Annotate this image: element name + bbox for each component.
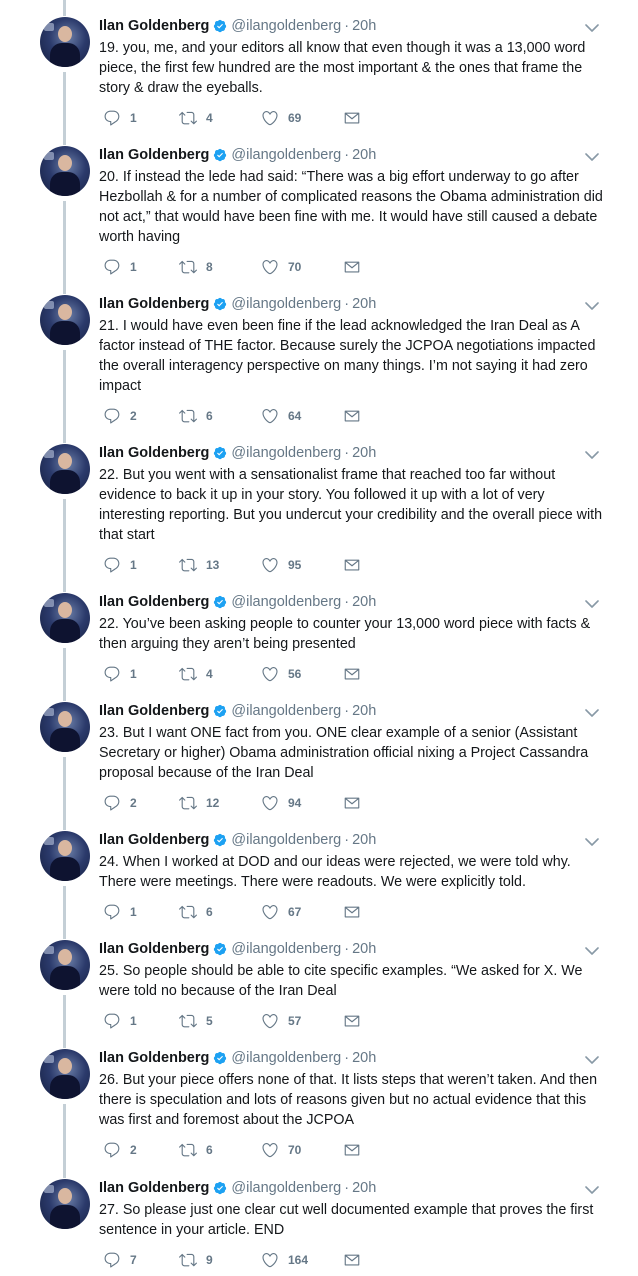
tweet-header <box>99 939 376 959</box>
reply-button[interactable] <box>103 793 137 813</box>
reply-count: 2 <box>130 1143 137 1157</box>
retweet-count: 6 <box>206 905 213 919</box>
like-count: 70 <box>288 260 302 274</box>
envelope-icon <box>343 556 361 574</box>
reply-count: 2 <box>130 409 137 423</box>
retweet-button[interactable] <box>179 793 219 813</box>
author-name[interactable]: Ilan Goldenberg <box>99 941 210 957</box>
separator-dot: · <box>344 147 350 163</box>
tweet-header <box>99 1048 376 1068</box>
separator-dot: · <box>344 832 350 848</box>
direct-message-button[interactable] <box>343 793 361 813</box>
reply-icon <box>103 665 121 683</box>
tweet-header <box>99 294 376 314</box>
retweet-button[interactable] <box>179 257 213 277</box>
envelope-icon <box>343 903 361 921</box>
author-name[interactable]: Ilan Goldenberg <box>99 703 210 719</box>
tweet-text: 22. But you went with a sensationalist frame that reached too far without evidence to back it up in your story. You followed it up with a lot of very interesting reporting. But you undercut your credibility and the overall piece with that start <box>99 467 603 543</box>
author-name[interactable]: Ilan Goldenberg <box>99 18 210 34</box>
verified-badge-icon <box>213 833 227 847</box>
direct-message-button[interactable] <box>343 1140 361 1160</box>
avatar[interactable] <box>40 17 90 67</box>
envelope-icon <box>343 1251 361 1269</box>
verified-badge-icon <box>213 297 227 311</box>
author-name[interactable]: Ilan Goldenberg <box>99 594 210 610</box>
retweet-count: 6 <box>206 409 213 423</box>
reply-icon <box>103 407 121 425</box>
author-handle[interactable]: @ilangoldenberg <box>231 594 342 610</box>
separator-dot: · <box>344 703 350 719</box>
reply-button[interactable] <box>103 1140 137 1160</box>
retweet-button[interactable] <box>179 902 213 922</box>
chevron-down-icon[interactable] <box>585 450 599 460</box>
reply-count: 2 <box>130 796 137 810</box>
retweet-icon <box>179 1141 197 1159</box>
like-button[interactable] <box>261 257 301 277</box>
tweet-header <box>99 592 376 612</box>
envelope-icon <box>343 407 361 425</box>
reply-button[interactable] <box>103 664 137 684</box>
reply-icon <box>103 903 121 921</box>
like-button[interactable] <box>261 902 301 922</box>
like-button[interactable] <box>261 406 301 426</box>
tweet-text: 20. If instead the lede had said: “There was a big effort underway to go after Hezbollah & for a number of complicated reasons the Obama administration did not act,” that would have been fine with me. It would have still caused a debate worth having <box>99 169 603 245</box>
separator-dot: · <box>344 594 350 610</box>
author-handle[interactable]: @ilangoldenberg <box>231 703 342 719</box>
direct-message-button[interactable] <box>343 1250 361 1270</box>
retweet-button[interactable] <box>179 1140 213 1160</box>
chevron-down-icon[interactable] <box>585 946 599 956</box>
like-button[interactable] <box>261 1250 308 1270</box>
retweet-button[interactable] <box>179 1011 213 1031</box>
retweet-button[interactable] <box>179 664 213 684</box>
author-name[interactable]: Ilan Goldenberg <box>99 296 210 312</box>
tweet-timestamp[interactable]: 20h <box>352 594 377 610</box>
author-name[interactable]: Ilan Goldenberg <box>99 445 210 461</box>
tweet-text: 21. I would have even been fine if the lead acknowledged the Iran Deal as A factor instead of THE factor. Because surely the JCPOA negotiations impacted the overall interagency perspective on many things. I’m not saying it had zero impact <box>99 318 596 394</box>
heart-icon <box>261 1251 279 1269</box>
envelope-icon <box>343 1012 361 1030</box>
separator-dot: · <box>344 18 350 34</box>
thread-connector-line <box>63 995 66 1048</box>
like-button[interactable] <box>261 1140 301 1160</box>
retweet-icon <box>179 407 197 425</box>
thread-connector-line <box>63 72 66 145</box>
retweet-button[interactable] <box>179 406 213 426</box>
like-button[interactable] <box>261 108 301 128</box>
author-handle[interactable]: @ilangoldenberg <box>231 832 342 848</box>
chevron-down-icon[interactable] <box>585 599 599 609</box>
heart-icon <box>261 1012 279 1030</box>
tweet-text: 22. You’ve been asking people to counter your 13,000 word piece with facts & then arguing they aren’t being presented <box>99 616 591 652</box>
avatar[interactable] <box>40 593 90 643</box>
author-handle[interactable]: @ilangoldenberg <box>231 941 342 957</box>
retweet-icon <box>179 1012 197 1030</box>
chevron-down-icon[interactable] <box>585 152 599 162</box>
thread-connector-line <box>63 886 66 939</box>
direct-message-button[interactable] <box>343 664 361 684</box>
like-count: 70 <box>288 1143 302 1157</box>
tweet-timestamp[interactable]: 20h <box>352 147 377 163</box>
thread-connector-line <box>63 1104 66 1178</box>
chevron-down-icon[interactable] <box>585 1185 599 1195</box>
avatar[interactable] <box>40 444 90 494</box>
tweet-text: 19. you, me, and your editors all know that even though it was a 13,000 word piece, the first few hundred are the most important & the ones that frame the story & draw the eyeballs. <box>99 40 586 96</box>
verified-badge-icon <box>213 595 227 609</box>
avatar[interactable] <box>40 702 90 752</box>
reply-button[interactable] <box>103 108 137 128</box>
author-name[interactable]: Ilan Goldenberg <box>99 147 210 163</box>
thread-connector-line <box>63 0 66 16</box>
tweet-text: 27. So please just one clear cut well documented example that proves the first sentence in your article. END <box>99 1202 594 1238</box>
tweet-header <box>99 830 376 850</box>
author-handle[interactable]: @ilangoldenberg <box>231 1180 342 1196</box>
envelope-icon <box>343 109 361 127</box>
author-handle[interactable]: @ilangoldenberg <box>231 296 342 312</box>
reply-icon <box>103 1251 121 1269</box>
heart-icon <box>261 665 279 683</box>
retweet-button[interactable] <box>179 108 213 128</box>
author-name[interactable]: Ilan Goldenberg <box>99 1050 210 1066</box>
avatar[interactable] <box>40 940 90 990</box>
reply-button[interactable] <box>103 902 137 922</box>
envelope-icon <box>343 665 361 683</box>
direct-message-button[interactable] <box>343 108 361 128</box>
retweet-count: 4 <box>206 667 213 681</box>
retweet-count: 8 <box>206 260 213 274</box>
tweet-header <box>99 145 376 165</box>
avatar[interactable] <box>40 146 90 196</box>
reply-button[interactable] <box>103 257 137 277</box>
retweet-count: 5 <box>206 1014 213 1028</box>
reply-button[interactable] <box>103 555 137 575</box>
verified-badge-icon <box>213 942 227 956</box>
retweet-count: 9 <box>206 1253 213 1267</box>
tweet-text: 25. So people should be able to cite specific examples. “We asked for X. We were told no because of the Iran Deal <box>99 963 583 999</box>
retweet-button[interactable] <box>179 1250 213 1270</box>
tweet-timestamp[interactable]: 20h <box>352 296 377 312</box>
thread-connector-line <box>63 499 66 592</box>
direct-message-button[interactable] <box>343 257 361 277</box>
verified-badge-icon <box>213 1181 227 1195</box>
like-count: 164 <box>288 1253 309 1267</box>
heart-icon <box>261 794 279 812</box>
reply-icon <box>103 1141 121 1159</box>
tweet-timestamp[interactable]: 20h <box>352 703 377 719</box>
author-handle[interactable]: @ilangoldenberg <box>231 18 342 34</box>
retweet-count: 13 <box>206 558 220 572</box>
like-count: 56 <box>288 667 302 681</box>
retweet-icon <box>179 903 197 921</box>
thread-connector-line <box>63 757 66 830</box>
verified-badge-icon <box>213 446 227 460</box>
tweet-timestamp[interactable]: 20h <box>352 941 377 957</box>
envelope-icon <box>343 258 361 276</box>
reply-icon <box>103 794 121 812</box>
reply-count: 1 <box>130 905 137 919</box>
tweet-header <box>99 701 376 721</box>
tweet-timestamp[interactable]: 20h <box>352 18 377 34</box>
chevron-down-icon[interactable] <box>585 708 599 718</box>
tweet-timestamp[interactable]: 20h <box>352 445 377 461</box>
tweet-header <box>99 443 376 463</box>
thread-connector-line <box>63 350 66 443</box>
reply-count: 1 <box>130 111 137 125</box>
chevron-down-icon[interactable] <box>585 301 599 311</box>
tweet-header <box>99 16 376 36</box>
heart-icon <box>261 407 279 425</box>
reply-button[interactable] <box>103 1011 137 1031</box>
retweet-icon <box>179 665 197 683</box>
tweet-timestamp[interactable]: 20h <box>352 832 377 848</box>
heart-icon <box>261 109 279 127</box>
chevron-down-icon[interactable] <box>585 23 599 33</box>
tweet-header <box>99 1178 376 1198</box>
separator-dot: · <box>344 296 350 312</box>
reply-icon <box>103 258 121 276</box>
thread-connector-line <box>63 648 66 701</box>
reply-icon <box>103 556 121 574</box>
like-count: 95 <box>288 558 302 572</box>
retweet-icon <box>179 1251 197 1269</box>
author-name[interactable]: Ilan Goldenberg <box>99 1180 210 1196</box>
like-count: 94 <box>288 796 302 810</box>
retweet-button[interactable] <box>179 555 219 575</box>
retweet-count: 12 <box>206 796 220 810</box>
thread-connector-line <box>63 201 66 294</box>
retweet-icon <box>179 258 197 276</box>
direct-message-button[interactable] <box>343 406 361 426</box>
reply-count: 7 <box>130 1253 137 1267</box>
avatar[interactable] <box>40 1179 90 1229</box>
avatar[interactable] <box>40 295 90 345</box>
reply-count: 1 <box>130 667 137 681</box>
like-count: 69 <box>288 111 302 125</box>
heart-icon <box>261 258 279 276</box>
heart-icon <box>261 903 279 921</box>
direct-message-button[interactable] <box>343 902 361 922</box>
verified-badge-icon <box>213 19 227 33</box>
like-count: 57 <box>288 1014 302 1028</box>
reply-count: 1 <box>130 1014 137 1028</box>
retweet-icon <box>179 794 197 812</box>
tweet-text: 23. But I want ONE fact from you. ONE clear example of a senior (Assistant Secretary or higher) Obama administration official nixing a Project Cassandra proposal because of the Iran Deal <box>99 725 589 781</box>
author-handle[interactable]: @ilangoldenberg <box>231 445 342 461</box>
author-handle[interactable]: @ilangoldenberg <box>231 1050 342 1066</box>
reply-count: 1 <box>130 558 137 572</box>
heart-icon <box>261 556 279 574</box>
retweet-count: 4 <box>206 111 213 125</box>
reply-icon <box>103 109 121 127</box>
tweet-timestamp[interactable]: 20h <box>352 1050 377 1066</box>
avatar[interactable] <box>40 1049 90 1099</box>
tweet-text: 26. But your piece offers none of that. It lists steps that weren’t taken. And then there is speculation and lots of reasons given but no actual evidence that this was first and foremost about the JCPOA <box>99 1072 598 1128</box>
retweet-icon <box>179 109 197 127</box>
reply-button[interactable] <box>103 1250 137 1270</box>
envelope-icon <box>343 794 361 812</box>
verified-badge-icon <box>213 148 227 162</box>
verified-badge-icon <box>213 1051 227 1065</box>
separator-dot: · <box>344 445 350 461</box>
like-count: 67 <box>288 905 302 919</box>
like-button[interactable] <box>261 555 301 575</box>
direct-message-button[interactable] <box>343 555 361 575</box>
author-handle[interactable]: @ilangoldenberg <box>231 147 342 163</box>
heart-icon <box>261 1141 279 1159</box>
author-name[interactable]: Ilan Goldenberg <box>99 832 210 848</box>
like-button[interactable] <box>261 1011 301 1031</box>
like-count: 64 <box>288 409 302 423</box>
reply-button[interactable] <box>103 406 137 426</box>
like-button[interactable] <box>261 664 301 684</box>
retweet-icon <box>179 556 197 574</box>
reply-count: 1 <box>130 260 137 274</box>
direct-message-button[interactable] <box>343 1011 361 1031</box>
retweet-count: 6 <box>206 1143 213 1157</box>
chevron-down-icon[interactable] <box>585 837 599 847</box>
separator-dot: · <box>344 941 350 957</box>
separator-dot: · <box>344 1050 350 1066</box>
like-button[interactable] <box>261 793 301 813</box>
envelope-icon <box>343 1141 361 1159</box>
reply-icon <box>103 1012 121 1030</box>
tweet-text: 24. When I worked at DOD and our ideas were rejected, we were told why. There were meetings. There were readouts. We were explicitly told. <box>99 854 571 890</box>
separator-dot: · <box>344 1180 350 1196</box>
avatar[interactable] <box>40 831 90 881</box>
chevron-down-icon[interactable] <box>585 1055 599 1065</box>
tweet-timestamp[interactable]: 20h <box>352 1180 377 1196</box>
verified-badge-icon <box>213 704 227 718</box>
